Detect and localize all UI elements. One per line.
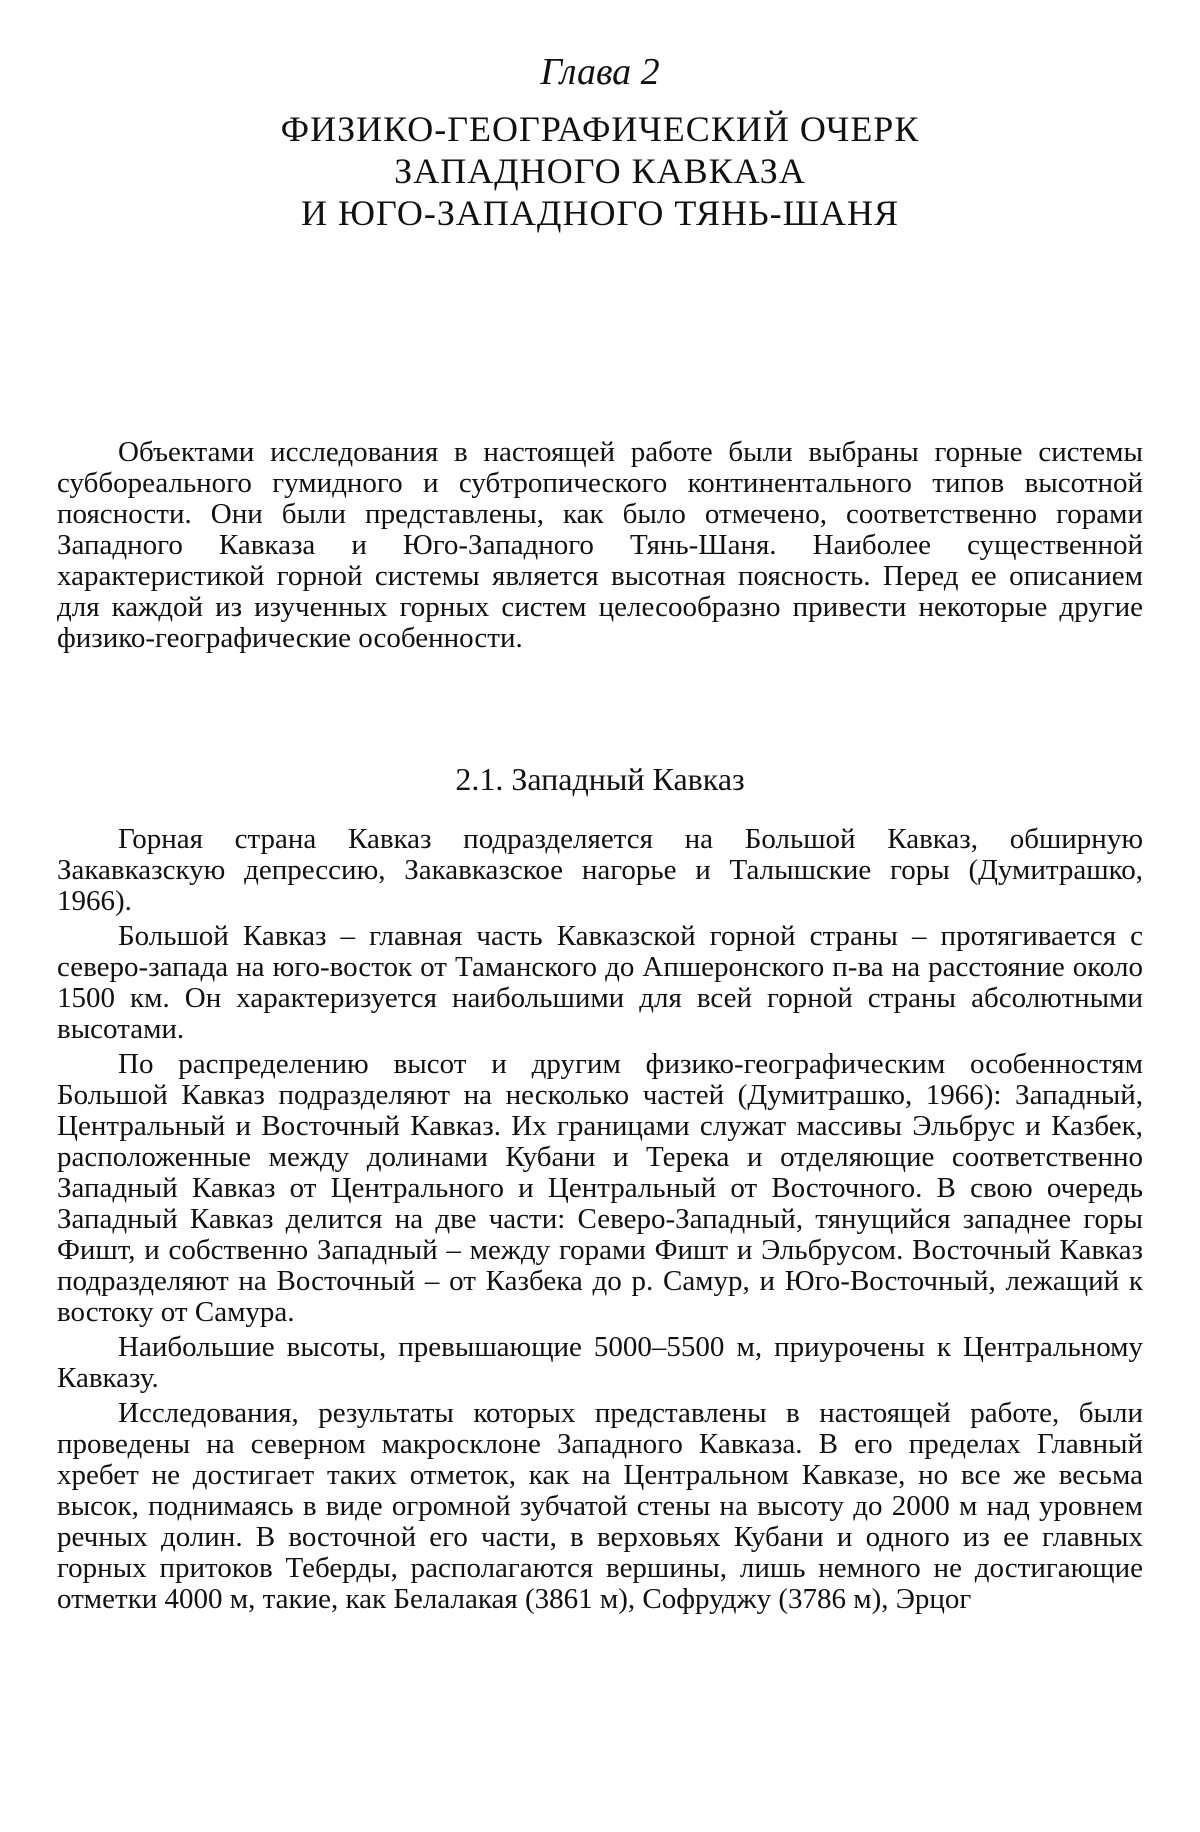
body-paragraph: Большой Кавказ – главная часть Кавказской горной страны – протягивается с северо-запада на юго-восток от Таманского до Апшеронского п-ва на расстояние около 1500 км. Он характеризуется наибольшими для всей горной страны абсолютными высотами.: [57, 920, 1143, 1045]
body-paragraph: По распределению высот и другим физико-географическим особенностям Большой Кавказ подразделяют на несколько частей (Думитрашко, 1966): Западный, Центральный и Восточный Кавказ. Их границами служат массивы Эльбрус и Казбек, расположенные между долинами Кубани и Терека и отделяющие соответственно Западный Кавказ от Центрального и Центральный от Восточного. В свою очередь Западный Кавказ делится на две части: Северо-Западный, тянущийся западнее горы Фишт, и собственно Западный – между горами Фишт и Эльбрусом. Восточный Кавказ подразделяют на Восточный – от Казбека до р. Самур, и Юго-Восточный, лежащий к востоку от Самура.: [57, 1048, 1143, 1328]
chapter-title-line: ФИЗИКО-ГЕОГРАФИЧЕСКИЙ ОЧЕРК: [280, 109, 920, 149]
intro-section: [57, 437, 1143, 658]
chapter-title-line: ЗАПАДНОГО КАВКАЗА: [394, 151, 806, 191]
intro-paragraph: Объектами исследования в настоящей работе были выбраны горные системы суббореального гумидного и субтропического континентального типов высотной поясности. Они были представлены, как было отмечено, соответственно горами Западного Кавказа и Юго-Западного Тянь-Шаня. Наиболее существенной характеристикой горной системы является высотная поясность. Перед ее описанием для каждой из изученных горных систем целесообразно привести некоторые другие физико-географические особенности.: [57, 436, 1143, 654]
body-paragraph: Исследования, результаты которых представлены в настоящей работе, были проведены на северном макросклоне Западного Кавказа. В его пределах Главный хребет не достигает таких отметок, как на Центральном Кавказе, но все же весьма высок, поднимаясь в виде огромной зубчатой стены на высоту до 2000 м над уровнем речных долин. В восточной его части, в верховьях Кубани и одного из ее главных горных притоков Теберды, располагаются вершины, лишь немного не достигающие отметки 4000 м, такие, как Белалакая (3861 м), Софруджу (3786 м), Эрцог: [57, 1397, 1143, 1615]
chapter-label: Глава 2: [540, 51, 660, 93]
body-paragraph: Наибольшие высоты, превышающие 5000–5500 м, приурочены к Центральному Кавказу.: [57, 1331, 1143, 1394]
chapter-title-line: И ЮГО-ЗАПАДНОГО ТЯНЬ-ШАНЯ: [300, 193, 899, 233]
section-title: 2.1. Западный Кавказ: [455, 761, 745, 797]
body-paragraph: Горная страна Кавказ подразделяется на Большой Кавказ, обширную Закавказскую депрессию, Закавказское нагорье и Талышские горы (Думитрашко, 1966).: [57, 823, 1143, 917]
chapter-title: [57, 108, 1143, 234]
section-body: [57, 824, 1143, 1619]
